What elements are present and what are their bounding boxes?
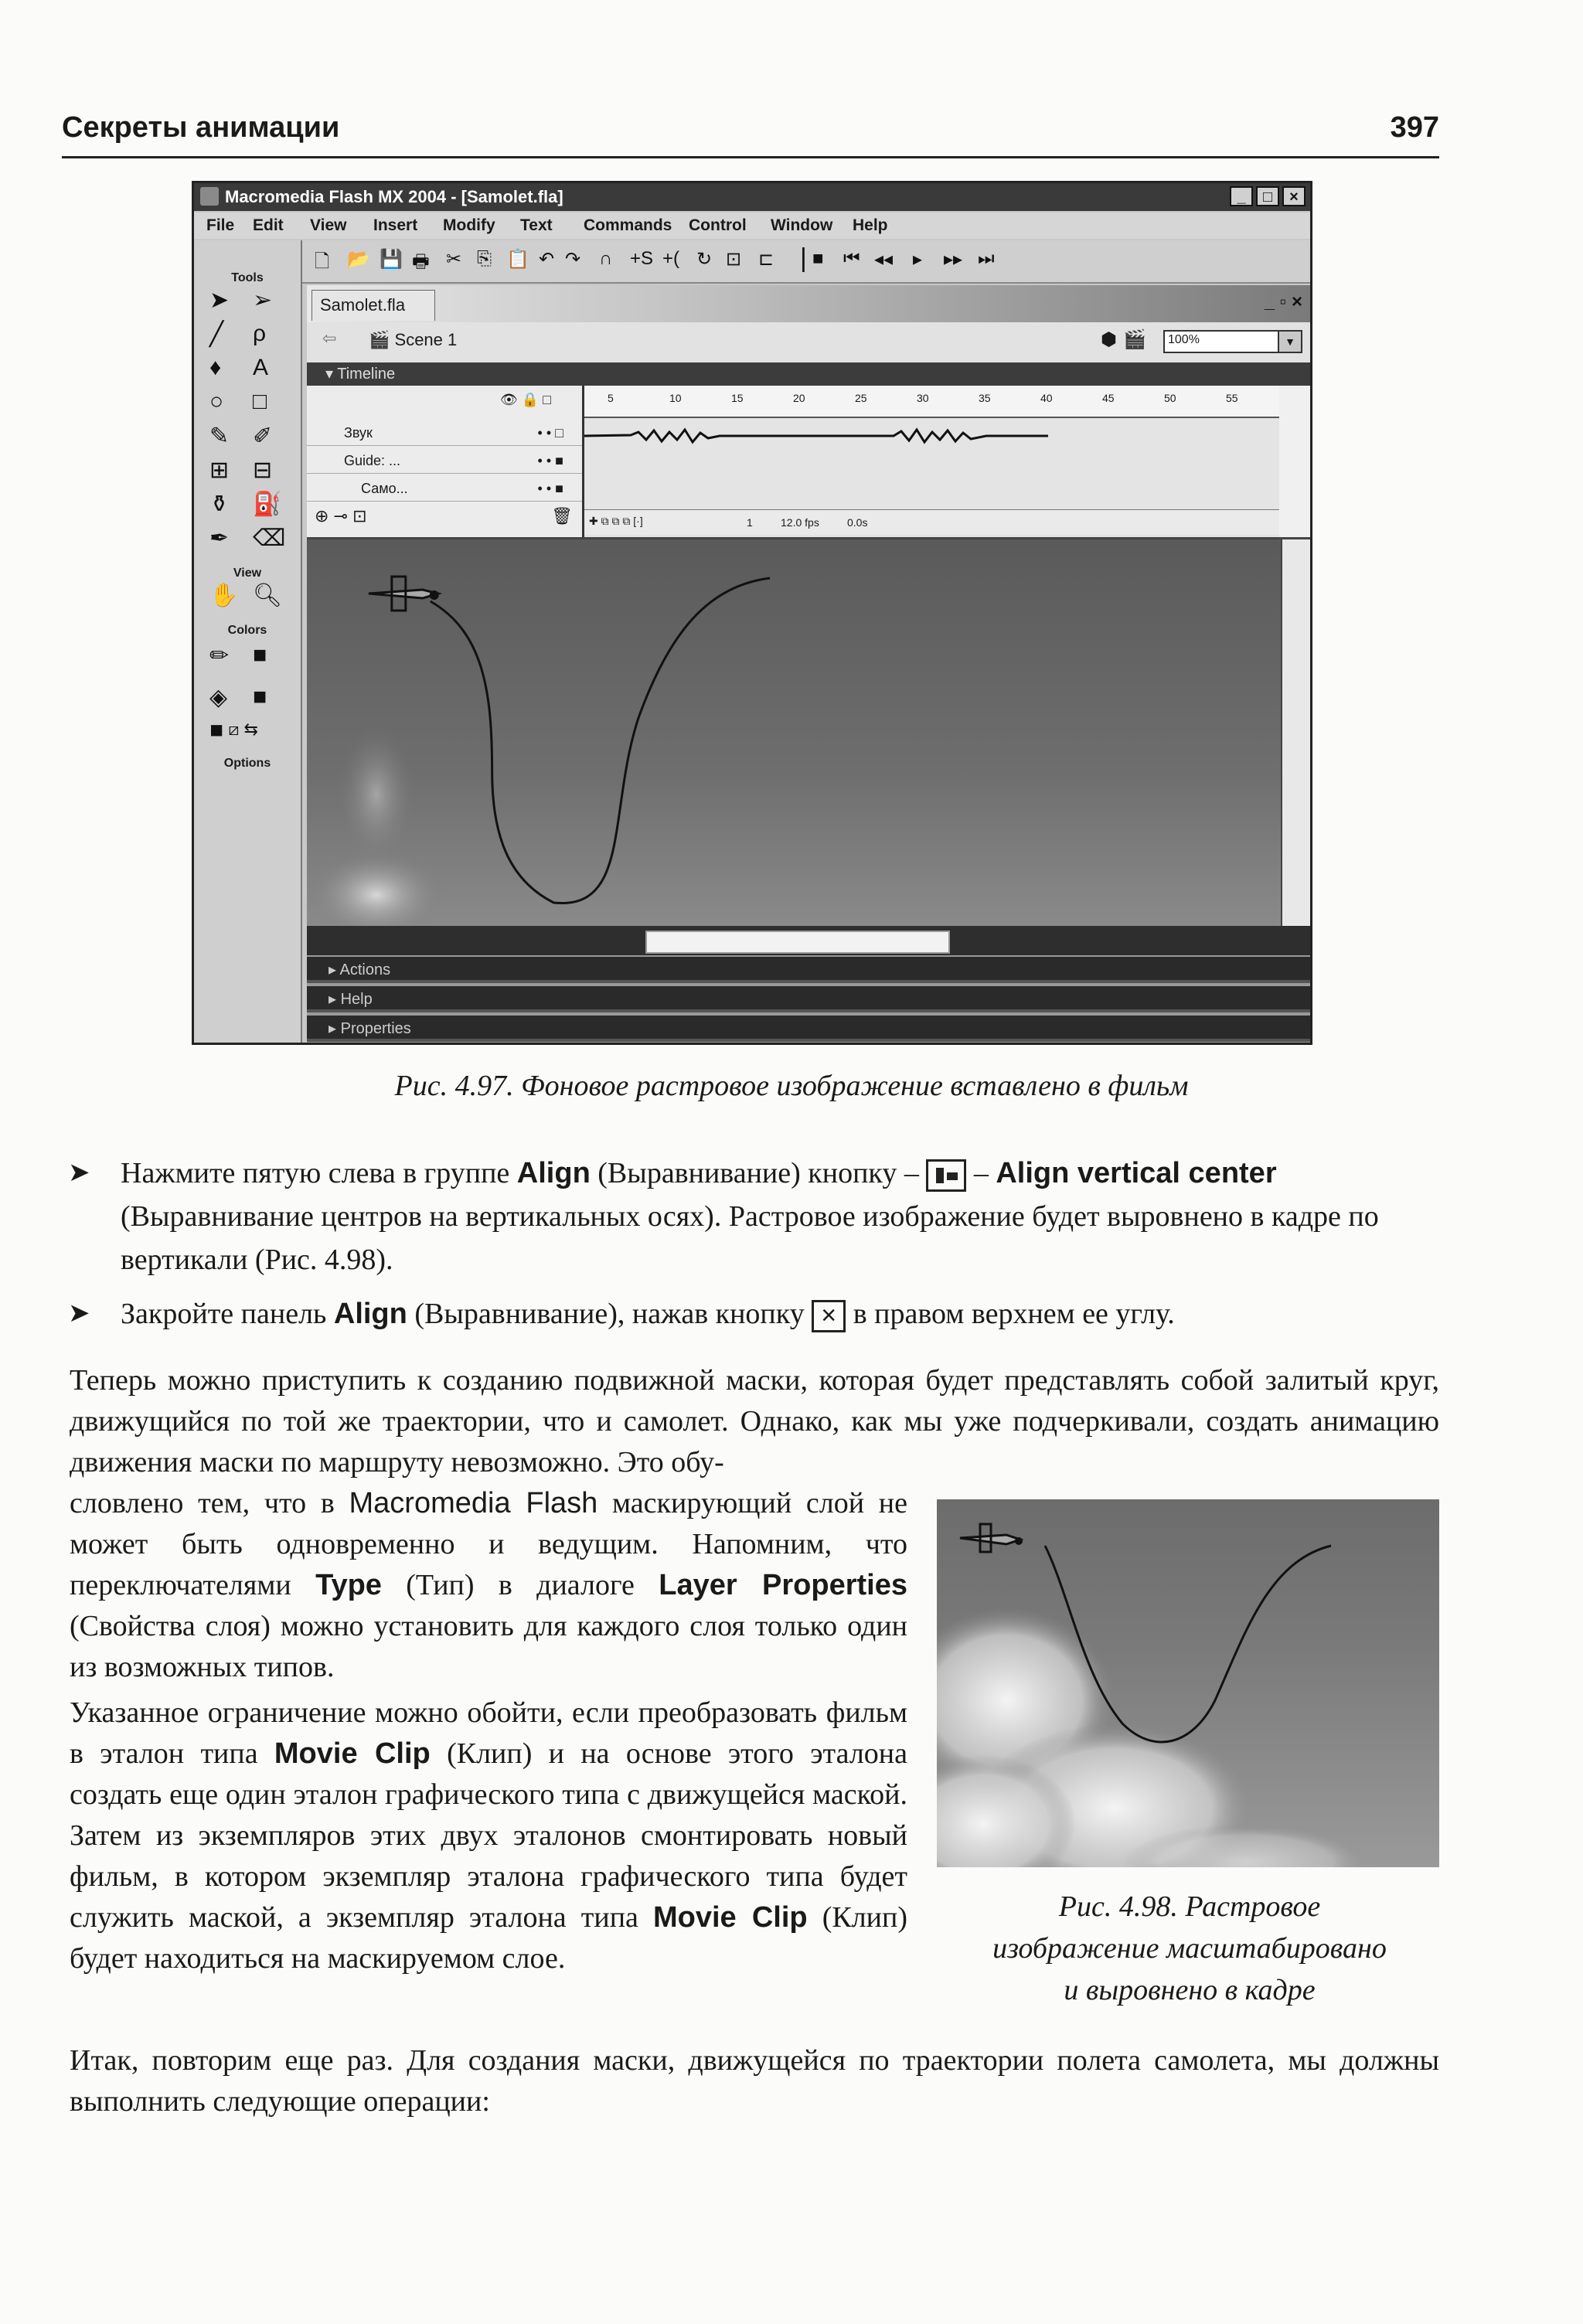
options-label: Options xyxy=(223,757,271,770)
airplane-icon xyxy=(369,577,439,611)
text-part: (Клип) будет находиться на маскируемом слое. xyxy=(70,1901,907,1975)
ink-bottle-tool-icon[interactable]: ⚱ xyxy=(209,492,230,517)
maximize-icon[interactable]: □ xyxy=(1256,186,1279,206)
scene-label[interactable]: 🎬 Scene 1 xyxy=(369,330,458,349)
trash-icon[interactable]: 🗑 xyxy=(551,506,573,526)
lasso-tool-icon[interactable]: ρ xyxy=(253,321,267,346)
layer-flags: • • □ xyxy=(537,425,563,441)
colors-label: Colors xyxy=(227,624,267,637)
close-icon[interactable]: × xyxy=(1282,186,1306,206)
new-file-icon[interactable]: 🗋 xyxy=(315,251,330,272)
frames-area xyxy=(584,386,1279,537)
running-header xyxy=(62,108,1439,158)
bold-term: Align xyxy=(333,1298,407,1330)
fill-color-swatch[interactable]: ■ xyxy=(253,684,267,709)
smooth-icon[interactable]: +S xyxy=(630,248,654,269)
stage-vertical-scrollbar[interactable] xyxy=(1281,539,1310,926)
fill-color-icon[interactable]: ◈ xyxy=(209,685,228,710)
stage-horizontal-scrollbar[interactable] xyxy=(307,926,1310,955)
text-part: (Клип) и на основе этого эталона создать еще один эталон графического типа с движущейся маской. Затем из экземпляров этих двух эталонов смонтировать новый фильм, в котором экземпляр эталона графического типа будет служить маской, а экземпляр эталона типа xyxy=(70,1737,907,1934)
bullet-text-part: в правом верхнем ее углу. xyxy=(846,1298,1175,1330)
bullet-text-part: (Выравнивание) кнопку – xyxy=(590,1157,927,1189)
flash-app-icon xyxy=(200,187,219,206)
ruler-tick-label: 20 xyxy=(793,392,805,404)
menu-control[interactable]: Control xyxy=(689,216,747,234)
menu-help[interactable]: Help xyxy=(853,216,888,234)
ruler-tick-label: 55 xyxy=(1226,392,1238,404)
panel-label: Help xyxy=(340,991,373,1008)
panel-actions[interactable]: ▸ Actions xyxy=(307,957,1310,983)
product-name: Macromedia Flash xyxy=(349,1487,598,1519)
arrow-tool-icon[interactable]: ➤ xyxy=(209,288,230,313)
zoom-value: 100% xyxy=(1168,333,1200,346)
arrow-bullet-icon: ➤ xyxy=(68,1299,90,1328)
stage-artwork xyxy=(307,539,1281,926)
window-controls xyxy=(1230,186,1306,206)
layer-flags: • • ■ xyxy=(537,453,563,468)
straighten-icon[interactable]: +( xyxy=(662,248,680,269)
paragraph-1: Теперь можно приступить к созданию подвижной маски, которая будет представлять собой залитый круг, движущийся по той же траектории, что и самолет. Однако, как мы уже подчеркивали, создать анимацию движения маски по маршруту невозможно. Это обу- xyxy=(70,1364,1439,1478)
ruler-tick-label: 35 xyxy=(979,392,991,404)
paragraph-1-continued xyxy=(70,1483,907,1688)
bullet-text xyxy=(121,1292,1438,1336)
figure-4-98-image xyxy=(937,1499,1439,1867)
stage-canvas[interactable] xyxy=(307,539,1281,926)
menu-view[interactable]: View xyxy=(310,216,347,234)
bullet-text-part: Закройте панель xyxy=(121,1298,334,1330)
current-frame: 1 xyxy=(747,516,753,529)
ruler-tick-label: 50 xyxy=(1164,392,1176,404)
document-titlebar xyxy=(307,285,1310,322)
toolbar-divider: | xyxy=(800,243,807,273)
caption-line: Рис. 4.98. Растровое xyxy=(1058,1890,1321,1923)
scaled-bitmap-artwork xyxy=(937,1499,1439,1867)
chapter-title: Секреты анимации xyxy=(62,111,340,144)
timeline-panel xyxy=(307,386,1310,539)
layer-row-sound[interactable] xyxy=(307,420,582,446)
paragraph-2 xyxy=(70,1693,907,1979)
bold-term: Movie Clip xyxy=(274,1737,431,1770)
ruler-tick-label: 40 xyxy=(1040,392,1053,404)
ruler-tick-label: 5 xyxy=(608,392,614,404)
zoom-select[interactable] xyxy=(1163,330,1302,353)
ruler-tick-label: 25 xyxy=(855,392,867,404)
rectangle-tool-icon[interactable]: □ xyxy=(253,389,267,414)
snap-magnet-icon[interactable]: ∩ xyxy=(599,248,613,269)
bold-term: Align xyxy=(516,1157,591,1189)
menu-bar xyxy=(194,213,1310,239)
zoom-tool-icon[interactable]: 🔍︎ xyxy=(253,583,283,608)
edit-bar xyxy=(307,322,1310,364)
flash-window-screenshot xyxy=(192,181,1312,1045)
layer-name: Звук xyxy=(344,425,373,441)
ruler-tick-label: 10 xyxy=(669,392,682,404)
hand-tool-icon[interactable]: ✋ xyxy=(209,583,239,608)
copy-icon[interactable]: ⎘ xyxy=(477,248,492,269)
text-tool-icon[interactable]: A xyxy=(253,355,269,380)
stroke-color-icon[interactable]: ✏ xyxy=(209,643,230,669)
scene-name: Scene 1 xyxy=(394,330,458,349)
document-window xyxy=(307,285,1310,1043)
panel-label: Properties xyxy=(340,1020,411,1037)
layer-actions-icons[interactable]: ⊕ ⊸ ⊡ xyxy=(315,506,367,526)
scrollbar-thumb[interactable] xyxy=(645,931,950,954)
paste-icon[interactable]: 📋 xyxy=(506,249,529,270)
tools-panel xyxy=(194,240,302,1043)
frame-rate: 12.0 fps xyxy=(781,516,819,529)
document-tab[interactable]: Samolet.fla xyxy=(311,290,435,321)
bullet-text-part: Нажмите пятую слева в группе xyxy=(121,1157,517,1189)
free-transform-tool-icon[interactable]: ⊞ xyxy=(209,458,230,483)
layer-header-icons: 👁 🔒 □ xyxy=(500,392,552,407)
stop-icon[interactable]: ■ xyxy=(812,248,824,269)
frame-ruler[interactable] xyxy=(584,386,1279,418)
line-tool-icon[interactable]: ╱ xyxy=(209,322,224,347)
timeline-label: Timeline xyxy=(337,366,396,383)
window-title: Macromedia Flash MX 2004 - [Samolet.fla] xyxy=(225,187,563,206)
print-icon[interactable]: 🖶 xyxy=(412,251,430,272)
ruler-tick-label: 45 xyxy=(1102,392,1115,404)
view-label: View xyxy=(233,567,262,580)
save-icon[interactable]: 💾 xyxy=(380,249,403,270)
ruler-tick-label: 30 xyxy=(917,392,929,404)
panel-label: Actions xyxy=(339,961,391,978)
document-window-controls[interactable]: _ ▫ × xyxy=(1264,291,1302,312)
align-icon[interactable]: ⊏ xyxy=(758,249,774,270)
edit-scene-icon[interactable]: 🎬 xyxy=(1123,329,1146,350)
layer-list xyxy=(307,386,584,537)
menu-insert[interactable]: Insert xyxy=(373,216,418,234)
main-toolbar xyxy=(302,240,1310,284)
ruler-tick-label: 15 xyxy=(731,392,744,404)
caption-line: и выровнено в кадре xyxy=(1064,1974,1316,2006)
menu-window[interactable]: Window xyxy=(771,216,833,234)
layer-row-guide[interactable] xyxy=(307,447,582,474)
paragraph-3: Итак, повторим еще раз. Для создания маски, движущейся по траектории полета самолета, мы должны выполнить следующие операции: xyxy=(70,2044,1439,2118)
go-to-last-frame-icon[interactable]: ⏭ xyxy=(978,248,995,269)
figure-caption-4-98 xyxy=(938,1886,1441,2011)
bold-term: Movie Clip xyxy=(653,1901,808,1934)
tools-label: Tools xyxy=(231,271,264,284)
text-part: (Свойства слоя) можно установить для каждого слоя только один из возможных типов. xyxy=(70,1610,907,1683)
bold-term: Layer Properties xyxy=(659,1569,907,1601)
timeline-header[interactable]: ▾ Timeline xyxy=(307,362,1310,386)
bold-term: Align vertical center xyxy=(996,1157,1277,1189)
layer-name: Guide: ... xyxy=(344,453,401,468)
align-vertical-center-icon xyxy=(926,1159,966,1192)
oval-tool-icon[interactable]: ○ xyxy=(209,389,224,414)
bullet-text-part: (Выравнивание), нажав кнопку xyxy=(407,1298,812,1330)
go-to-first-frame-icon[interactable]: ⏮ xyxy=(843,248,860,269)
subselect-tool-icon[interactable]: ➢ xyxy=(253,288,273,313)
paint-bucket-tool-icon[interactable]: ⛽ xyxy=(253,492,282,517)
open-file-icon[interactable]: 📂 xyxy=(347,249,370,270)
layer-flags: • • ■ xyxy=(537,481,563,496)
bold-term: Type xyxy=(315,1569,382,1601)
menu-file[interactable]: File xyxy=(206,216,235,234)
menu-text[interactable]: Text xyxy=(520,216,553,234)
text-part: маскирующий слой не может быть одновременно и ведущим. Напомним, что переключателями xyxy=(70,1487,907,1601)
page-number: 397 xyxy=(1390,111,1439,144)
stroke-color-swatch[interactable]: ■ xyxy=(253,642,267,668)
layer-row-plane[interactable] xyxy=(307,475,582,502)
sound-waveform xyxy=(584,423,1048,449)
bullet-text-part: – xyxy=(966,1157,996,1189)
text-part: (Тип) в диалоге xyxy=(381,1569,659,1601)
color-swap-icons[interactable]: ◼ ⧄ ⇆ xyxy=(209,720,258,739)
eyedropper-tool-icon[interactable]: ✒ xyxy=(209,526,230,551)
text-part: словлено тем, что в xyxy=(70,1487,349,1519)
menu-modify[interactable]: Modify xyxy=(443,216,495,234)
bullet-text xyxy=(121,1152,1438,1281)
caption-line: изображение масштабировано xyxy=(992,1932,1387,1965)
onion-skin-icons[interactable]: ✚ ⧉ ⧉ ⧉ [·] xyxy=(589,515,643,527)
airplane-icon xyxy=(960,1524,1023,1552)
menu-edit[interactable]: Edit xyxy=(253,216,284,234)
text-part: Указанное ограничение можно обойти, если преобразовать фильм в эталон типа xyxy=(70,1696,907,1770)
back-arrow-icon[interactable]: ⇦ xyxy=(322,328,337,348)
layer-name: Само... xyxy=(361,481,408,496)
elapsed-time: 0.0s xyxy=(847,516,868,529)
pen-tool-icon[interactable]: ♦ xyxy=(209,355,222,380)
chevron-down-icon[interactable]: ▼ xyxy=(1278,332,1301,352)
close-icon: × xyxy=(812,1300,846,1332)
fill-transform-tool-icon[interactable]: ⊟ xyxy=(253,458,273,483)
menu-commands[interactable]: Commands xyxy=(584,216,672,234)
arrow-bullet-icon: ➤ xyxy=(68,1159,90,1187)
pencil-tool-icon[interactable]: ✎ xyxy=(209,424,230,449)
brush-tool-icon[interactable]: ✐ xyxy=(253,424,273,449)
play-icon[interactable]: ▸ xyxy=(913,249,923,270)
undo-icon[interactable]: ↶ xyxy=(539,249,555,270)
panel-properties[interactable]: ▸ Properties xyxy=(307,1016,1310,1042)
edit-symbols-icon[interactable]: ⬢ xyxy=(1101,329,1117,350)
eraser-tool-icon[interactable]: ⌫ xyxy=(253,526,286,551)
timeline-status xyxy=(584,509,1279,535)
figure-caption-4-97: Рис. 4.97. Фоновое растровое изображение вставлено в фильм xyxy=(394,1070,1189,1102)
scale-icon[interactable]: ⊡ xyxy=(726,249,742,270)
step-forward-icon[interactable]: ▸▸ xyxy=(944,249,963,270)
bullet-text-part: (Выравнивание центров на вертикальных осях). Растровое изображение будет выровнено в кадре по вертикали (Рис. 4.98). xyxy=(121,1200,1379,1276)
redo-icon[interactable]: ↷ xyxy=(565,249,581,270)
step-back-icon[interactable]: ◂◂ xyxy=(874,249,894,270)
minimize-icon[interactable]: _ xyxy=(1230,186,1253,206)
window-titlebar xyxy=(194,183,1310,211)
panel-help[interactable]: ▸ Help xyxy=(307,986,1310,1012)
cut-icon[interactable]: ✂ xyxy=(446,249,462,270)
rotate-icon[interactable]: ↻ xyxy=(696,249,713,270)
